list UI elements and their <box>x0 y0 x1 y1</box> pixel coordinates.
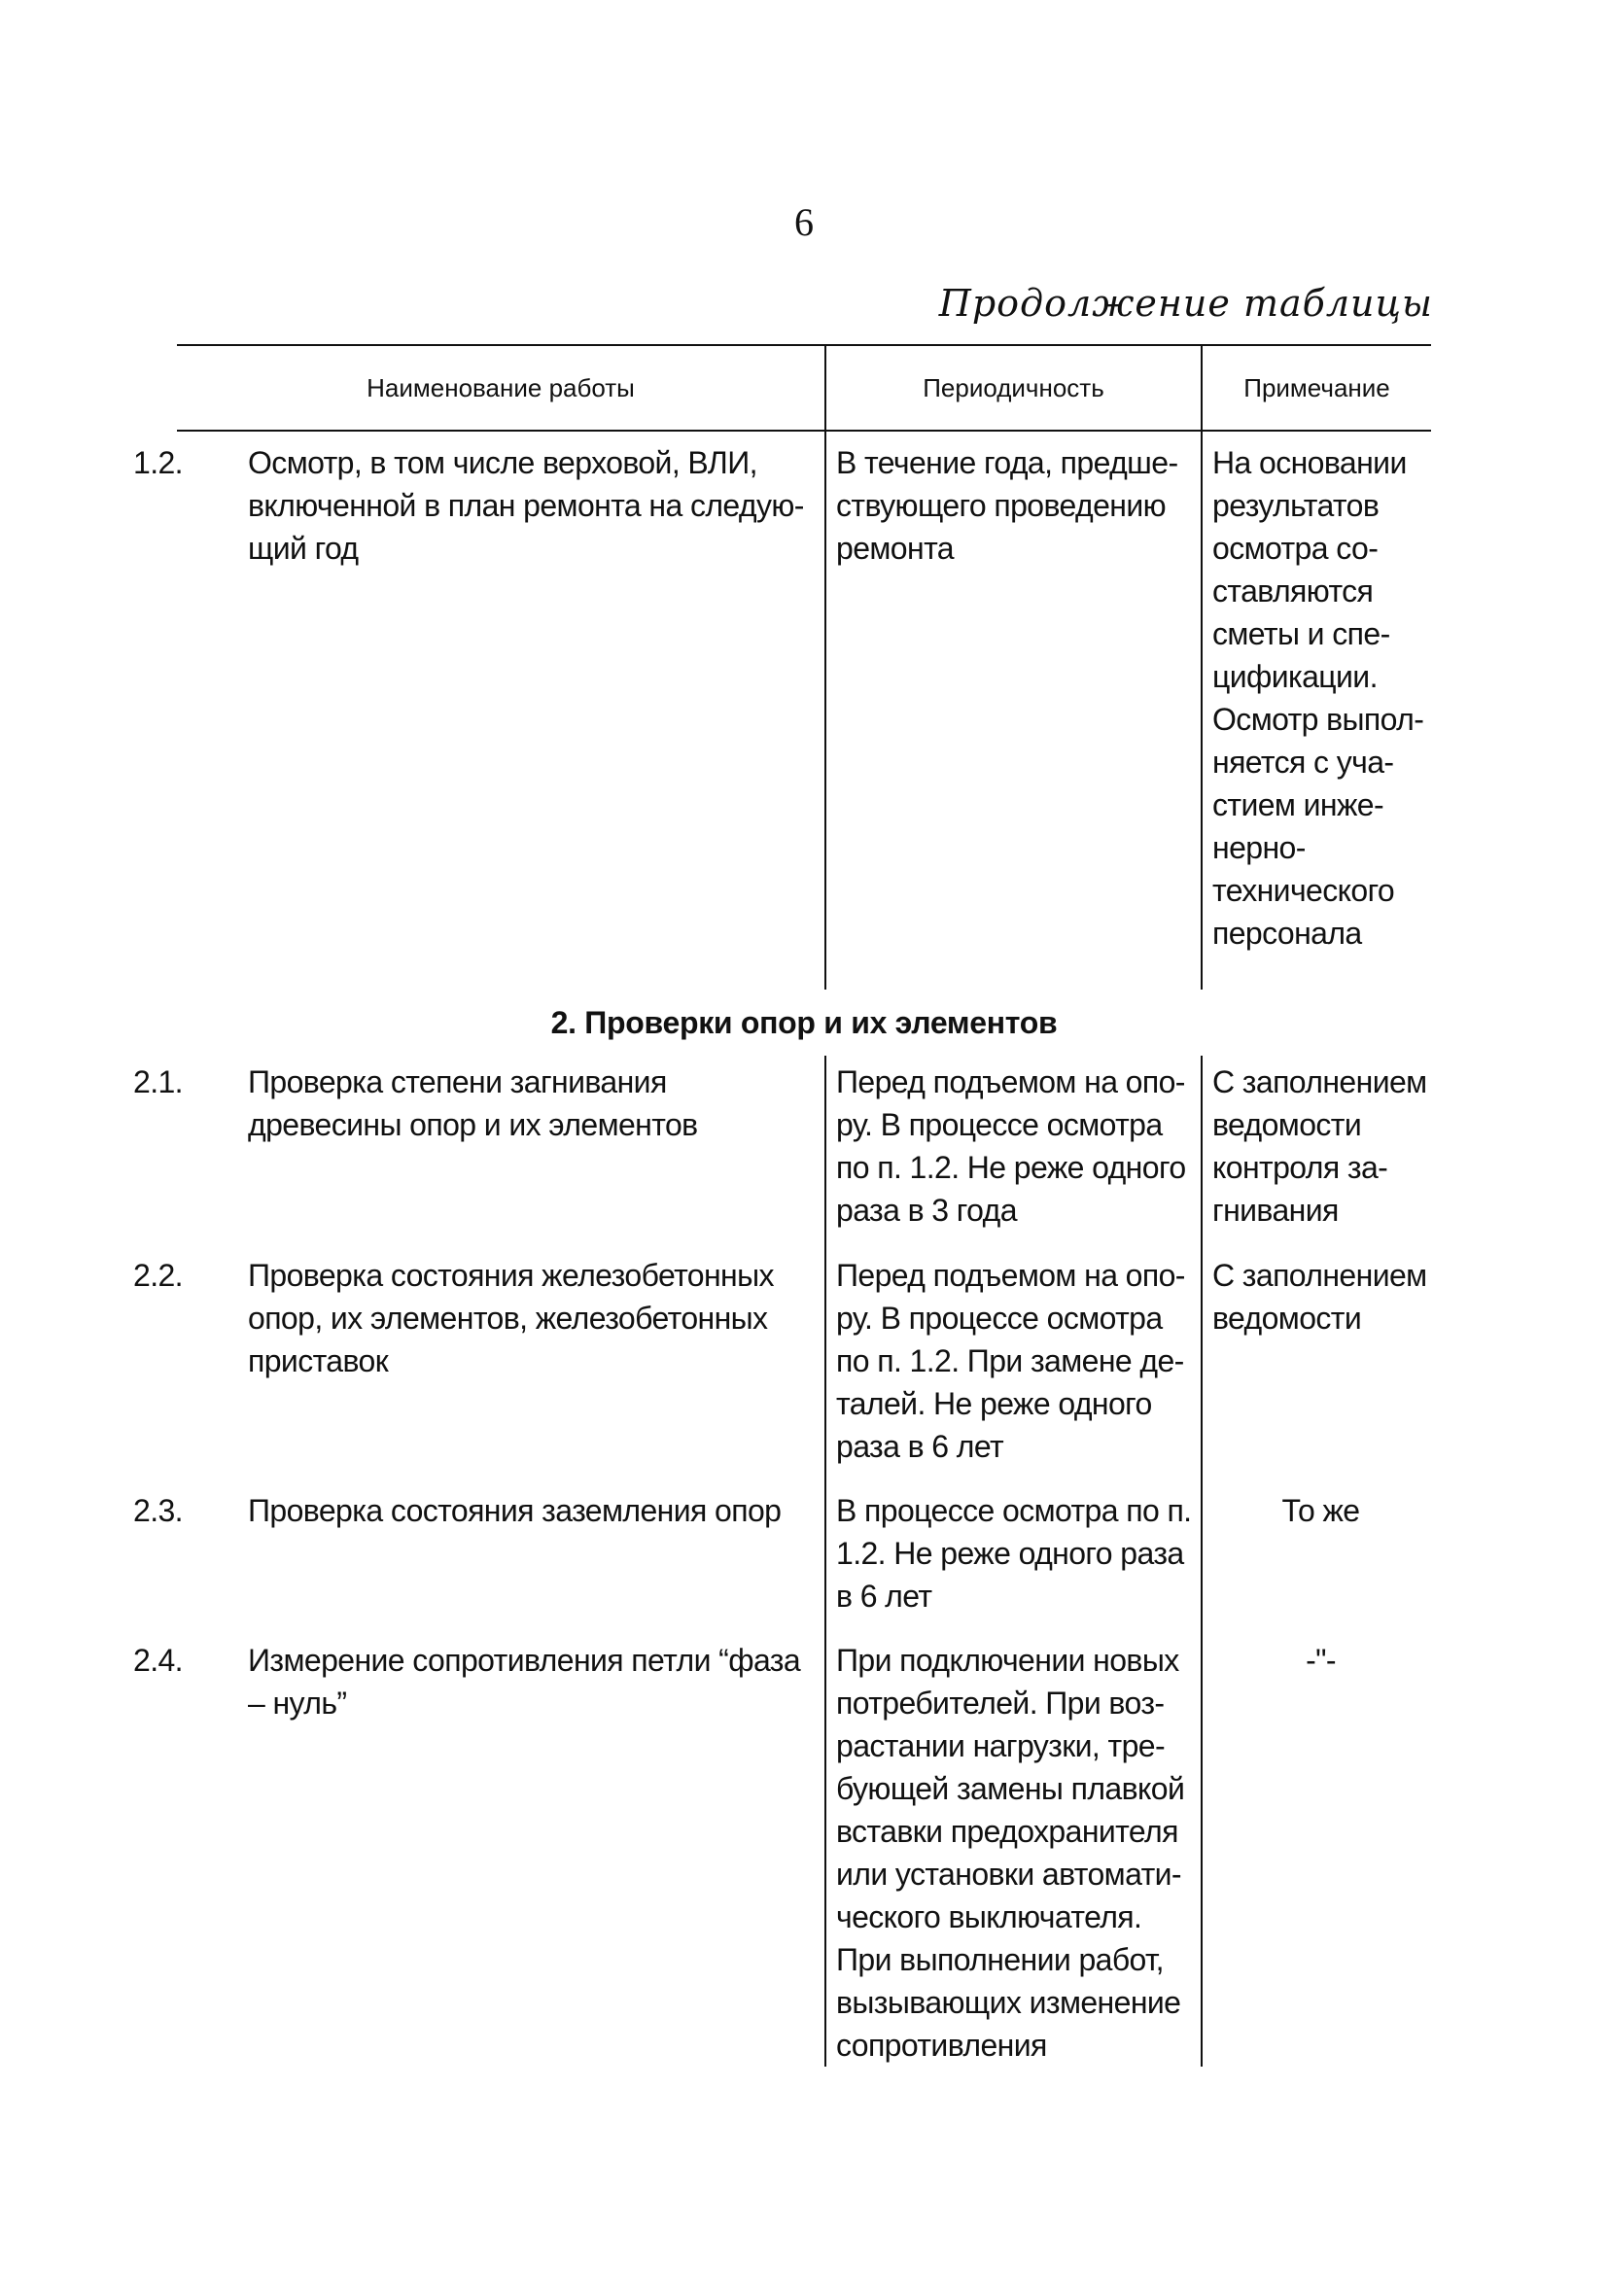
table-row-2-1 <box>133 1056 1431 1254</box>
work-name-text <box>133 1254 819 1382</box>
table-row-2-4 <box>133 1639 1431 2067</box>
note-cell: На основании результатов осмотра со-ставляются сметы и спе-цификации. Осмотр выпол-няется с уча-стием инже-нерно-технического персонала <box>1201 432 1431 990</box>
work-name: Проверка состояния заземления опор <box>248 1493 782 1528</box>
periodicity-cell: Перед подъемом на опо-ру. В процессе осмотра по п. 1.2. Не реже одного раза в 3 года <box>824 1056 1201 1254</box>
page-number: 6 <box>794 200 814 244</box>
work-name-text <box>133 441 819 570</box>
table-header <box>177 344 1431 432</box>
header-periodicity: Периодичность <box>824 346 1201 430</box>
work-name: Проверка состояния железобетонных опор, их элементов, железобетонных приставок <box>248 1258 774 1378</box>
section-heading: 2. Проверки опор и их элементов <box>550 1004 1058 1040</box>
header-work-name: Наименование работы <box>367 372 635 402</box>
work-name-cell <box>133 1254 824 1489</box>
note-cell: -"- <box>1201 1639 1431 2067</box>
work-name-cell <box>133 1489 824 1639</box>
table-row-1-2 <box>133 432 1431 990</box>
table-row-2-3 <box>133 1489 1431 1639</box>
item-number: 1.2. <box>133 445 183 480</box>
note-cell: С заполнением ведомости контроля за-гнивания <box>1201 1056 1431 1254</box>
note-cell: То же <box>1201 1489 1431 1639</box>
work-name: Осмотр, в том числе верховой, ВЛИ, включенной в план ремонта на следую-щий год <box>248 445 804 566</box>
note-cell: С заполнением ведомости <box>1201 1254 1431 1489</box>
item-number: 2.1. <box>133 1064 183 1099</box>
periodicity-cell: Перед подъемом на опо-ру. В процессе осмотра по п. 1.2. При замене де-талей. Не реже одного раза в 6 лет <box>824 1254 1201 1489</box>
periodicity-cell: В течение года, предше-ствующего проведению ремонта <box>824 432 1201 990</box>
item-number: 2.2. <box>133 1258 183 1293</box>
work-name-cell <box>133 1056 824 1254</box>
work-name-text <box>133 1061 819 1146</box>
work-name-text <box>133 1489 819 1532</box>
work-name: Проверка степени загнивания древесины опор и их элементов <box>248 1064 698 1142</box>
work-name-cell <box>133 432 824 990</box>
item-number: 2.3. <box>133 1493 183 1528</box>
table-row-2-2 <box>133 1254 1431 1489</box>
work-name: Измерение сопротивления петли “фаза – нуль” <box>248 1643 801 1721</box>
periodicity-cell: В процессе осмотра по п. 1.2. Не реже одного раза в 6 лет <box>824 1489 1201 1639</box>
periodicity-cell: При подключении новых потребителей. При воз-растании нагрузки, тре-бующей замены плавкой вставки предохранителя или установки автомати-ческого выключателя. При выполнении работ, вызывающих изменение сопротивления <box>824 1639 1201 2067</box>
work-schedule-table <box>133 344 1431 2067</box>
work-name-cell <box>133 1639 824 2067</box>
header-note: Примечание <box>1201 346 1431 430</box>
table-continuation-label: Продолжение таблицы <box>938 282 1433 325</box>
work-name-text <box>133 1639 819 1724</box>
item-number: 2.4. <box>133 1643 183 1678</box>
